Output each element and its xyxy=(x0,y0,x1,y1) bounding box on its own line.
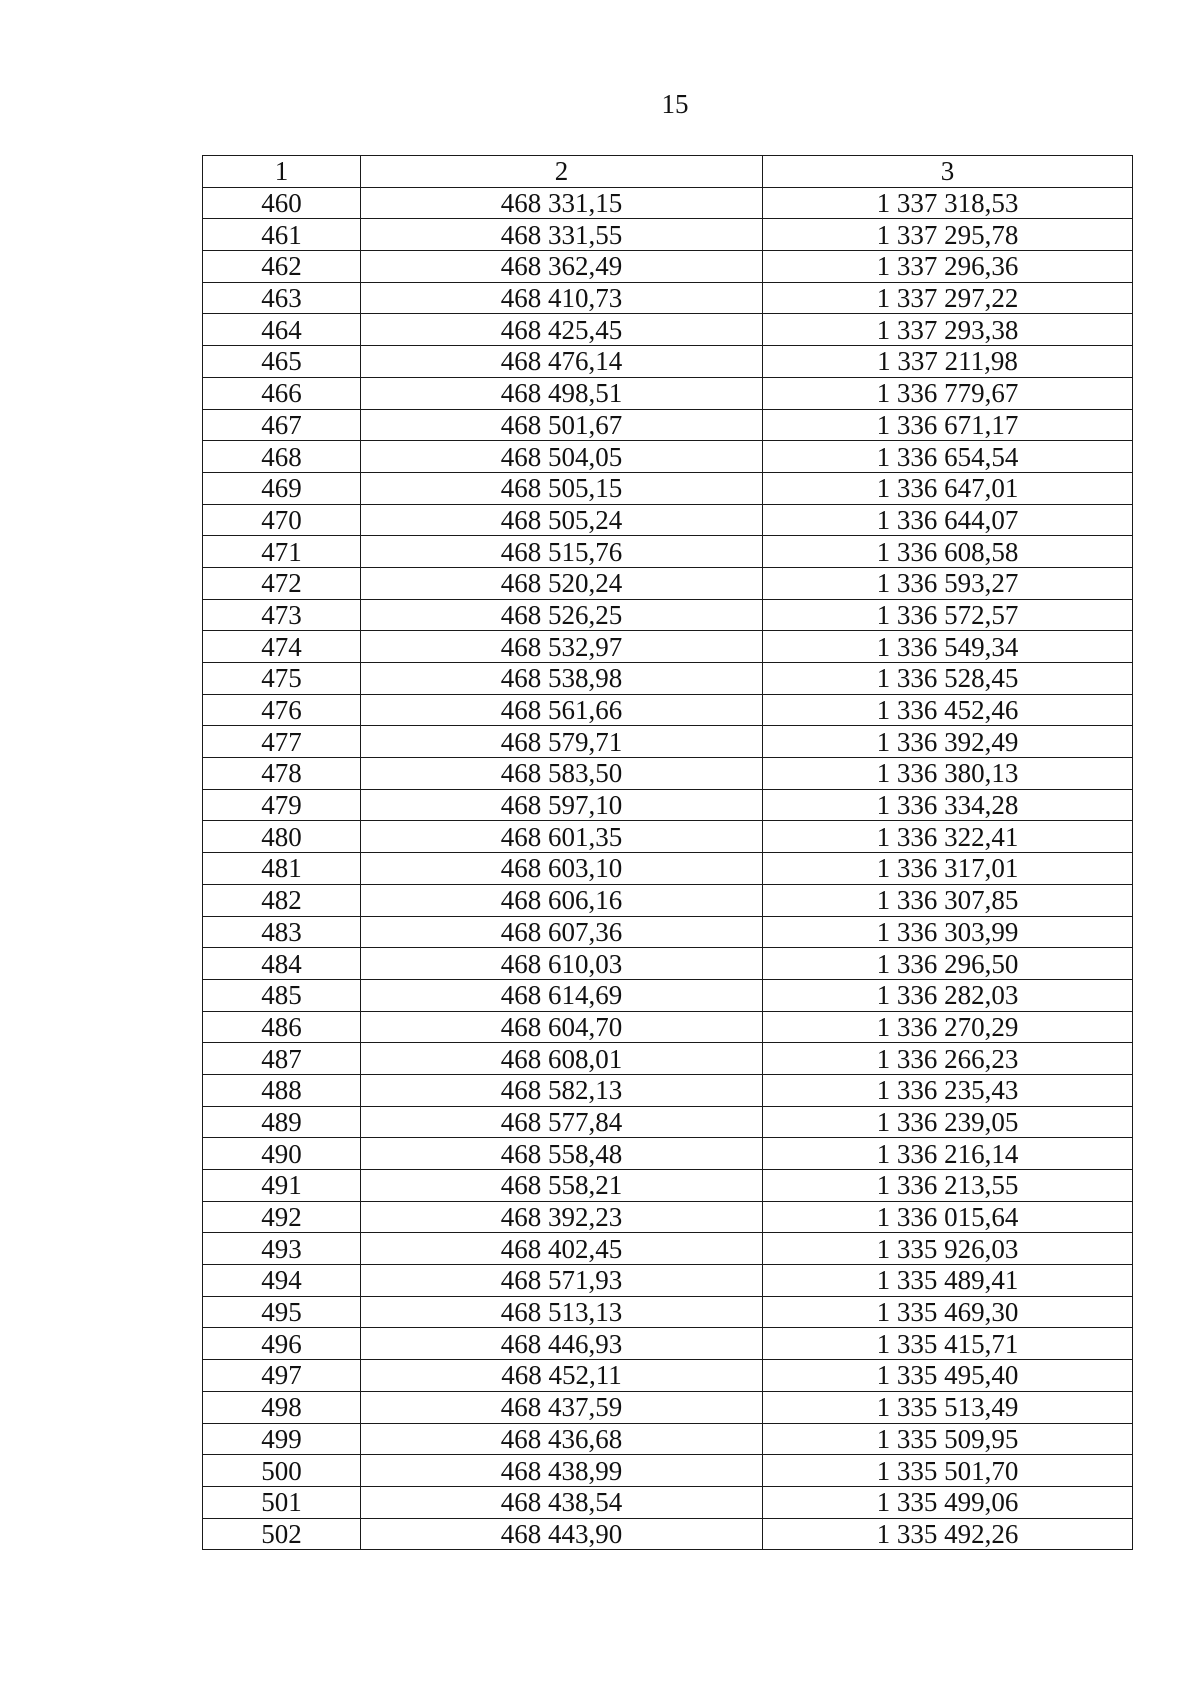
table-cell: 468 425,45 xyxy=(361,314,763,346)
table-cell: 468 331,55 xyxy=(361,219,763,251)
table-cell: 497 xyxy=(203,1360,361,1392)
table-row xyxy=(203,187,1133,219)
table-cell: 1 336 266,23 xyxy=(763,1043,1133,1075)
table-cell: 468 331,15 xyxy=(361,187,763,219)
table-cell: 1 336 239,05 xyxy=(763,1106,1133,1138)
table-cell: 469 xyxy=(203,472,361,504)
table-cell: 1 335 495,40 xyxy=(763,1360,1133,1392)
table-row xyxy=(203,1423,1133,1455)
table-cell: 1 336 647,01 xyxy=(763,472,1133,504)
table-row xyxy=(203,1391,1133,1423)
table-cell: 468 452,11 xyxy=(361,1360,763,1392)
table-cell: 468 410,73 xyxy=(361,282,763,314)
table-cell: 468 520,24 xyxy=(361,567,763,599)
table-row xyxy=(203,821,1133,853)
table-cell: 461 xyxy=(203,219,361,251)
table-cell: 1 336 572,57 xyxy=(763,599,1133,631)
table-cell: 468 498,51 xyxy=(361,377,763,409)
table-row xyxy=(203,663,1133,695)
table-cell: 1 336 392,49 xyxy=(763,726,1133,758)
table-cell: 500 xyxy=(203,1455,361,1487)
table-row xyxy=(203,1296,1133,1328)
table-row xyxy=(203,1106,1133,1138)
header-cell: 2 xyxy=(361,156,763,188)
table-cell: 477 xyxy=(203,726,361,758)
table-cell: 468 597,10 xyxy=(361,789,763,821)
table-row xyxy=(203,567,1133,599)
table-cell: 468 610,03 xyxy=(361,948,763,980)
table-header-row xyxy=(203,156,1133,188)
table-row xyxy=(203,1360,1133,1392)
table-cell: 1 336 380,13 xyxy=(763,758,1133,790)
table-cell: 494 xyxy=(203,1265,361,1297)
table-row xyxy=(203,916,1133,948)
table-cell: 468 607,36 xyxy=(361,916,763,948)
table-row xyxy=(203,1486,1133,1518)
table-cell: 1 335 509,95 xyxy=(763,1423,1133,1455)
table-row xyxy=(203,251,1133,283)
table-row xyxy=(203,979,1133,1011)
table-cell: 1 336 671,17 xyxy=(763,409,1133,441)
table-cell: 468 608,01 xyxy=(361,1043,763,1075)
table-cell: 501 xyxy=(203,1486,361,1518)
table-cell: 468 437,59 xyxy=(361,1391,763,1423)
table-cell: 1 337 293,38 xyxy=(763,314,1133,346)
table-row xyxy=(203,694,1133,726)
table-cell: 498 xyxy=(203,1391,361,1423)
header-cell: 3 xyxy=(763,156,1133,188)
table-cell: 468 532,97 xyxy=(361,631,763,663)
table-cell: 1 336 334,28 xyxy=(763,789,1133,821)
table-row xyxy=(203,219,1133,251)
table-cell: 480 xyxy=(203,821,361,853)
table-cell: 468 582,13 xyxy=(361,1074,763,1106)
table-cell: 463 xyxy=(203,282,361,314)
table-row xyxy=(203,726,1133,758)
table-cell: 1 335 499,06 xyxy=(763,1486,1133,1518)
table-cell: 1 336 213,55 xyxy=(763,1170,1133,1202)
table-cell: 475 xyxy=(203,663,361,695)
table-row xyxy=(203,1074,1133,1106)
table-row xyxy=(203,758,1133,790)
table-cell: 1 335 501,70 xyxy=(763,1455,1133,1487)
table-row xyxy=(203,536,1133,568)
table-cell: 1 336 528,45 xyxy=(763,663,1133,695)
table-cell: 1 336 317,01 xyxy=(763,853,1133,885)
table-cell: 1 335 513,49 xyxy=(763,1391,1133,1423)
table-cell: 464 xyxy=(203,314,361,346)
table-row xyxy=(203,377,1133,409)
table-cell: 1 337 297,22 xyxy=(763,282,1133,314)
table-cell: 468 571,93 xyxy=(361,1265,763,1297)
table-cell: 1 335 415,71 xyxy=(763,1328,1133,1360)
table-cell: 468 538,98 xyxy=(361,663,763,695)
table-cell: 468 606,16 xyxy=(361,884,763,916)
table-cell: 468 443,90 xyxy=(361,1518,763,1550)
table-cell: 468 603,10 xyxy=(361,853,763,885)
table-cell: 468 526,25 xyxy=(361,599,763,631)
table-row xyxy=(203,1170,1133,1202)
table-cell: 468 xyxy=(203,441,361,473)
table-cell: 468 501,67 xyxy=(361,409,763,441)
table-cell: 1 335 489,41 xyxy=(763,1265,1133,1297)
table-cell: 1 336 452,46 xyxy=(763,694,1133,726)
table-row xyxy=(203,282,1133,314)
table-row xyxy=(203,472,1133,504)
table-cell: 468 577,84 xyxy=(361,1106,763,1138)
table-cell: 1 337 211,98 xyxy=(763,346,1133,378)
table-cell: 496 xyxy=(203,1328,361,1360)
table-cell: 1 336 015,64 xyxy=(763,1201,1133,1233)
header-cell: 1 xyxy=(203,156,361,188)
table-cell: 1 336 644,07 xyxy=(763,504,1133,536)
table-cell: 488 xyxy=(203,1074,361,1106)
table-cell: 472 xyxy=(203,567,361,599)
table-cell: 473 xyxy=(203,599,361,631)
table-cell: 478 xyxy=(203,758,361,790)
table-cell: 486 xyxy=(203,1011,361,1043)
table-cell: 468 579,71 xyxy=(361,726,763,758)
table-cell: 484 xyxy=(203,948,361,980)
table-cell: 1 336 296,50 xyxy=(763,948,1133,980)
table-cell: 468 402,45 xyxy=(361,1233,763,1265)
table-row xyxy=(203,948,1133,980)
table-cell: 468 558,21 xyxy=(361,1170,763,1202)
table-row xyxy=(203,599,1133,631)
table-cell: 1 336 593,27 xyxy=(763,567,1133,599)
table-cell: 1 336 779,67 xyxy=(763,377,1133,409)
table-cell: 1 336 282,03 xyxy=(763,979,1133,1011)
table-cell: 468 604,70 xyxy=(361,1011,763,1043)
table-cell: 492 xyxy=(203,1201,361,1233)
table-cell: 1 336 307,85 xyxy=(763,884,1133,916)
table-cell: 482 xyxy=(203,884,361,916)
table-cell: 481 xyxy=(203,853,361,885)
table-cell: 483 xyxy=(203,916,361,948)
coordinates-table xyxy=(202,155,1133,1550)
table-cell: 493 xyxy=(203,1233,361,1265)
table-cell: 1 336 608,58 xyxy=(763,536,1133,568)
table-cell: 474 xyxy=(203,631,361,663)
table-row xyxy=(203,1201,1133,1233)
table-row xyxy=(203,1138,1133,1170)
table-cell: 495 xyxy=(203,1296,361,1328)
table-row xyxy=(203,884,1133,916)
table-row xyxy=(203,409,1133,441)
table-cell: 491 xyxy=(203,1170,361,1202)
table-cell: 460 xyxy=(203,187,361,219)
table-cell: 489 xyxy=(203,1106,361,1138)
table-cell: 468 438,99 xyxy=(361,1455,763,1487)
table-row xyxy=(203,1455,1133,1487)
table-cell: 490 xyxy=(203,1138,361,1170)
table-cell: 1 336 270,29 xyxy=(763,1011,1133,1043)
table-cell: 476 xyxy=(203,694,361,726)
table-row xyxy=(203,441,1133,473)
table-cell: 462 xyxy=(203,251,361,283)
table-body xyxy=(203,156,1133,1550)
table-cell: 468 504,05 xyxy=(361,441,763,473)
table-cell: 468 438,54 xyxy=(361,1486,763,1518)
table-cell: 468 515,76 xyxy=(361,536,763,568)
table-row xyxy=(203,1265,1133,1297)
table-cell: 1 336 654,54 xyxy=(763,441,1133,473)
table-cell: 468 446,93 xyxy=(361,1328,763,1360)
table-cell: 485 xyxy=(203,979,361,1011)
table-row xyxy=(203,1233,1133,1265)
table-cell: 1 336 322,41 xyxy=(763,821,1133,853)
table-row xyxy=(203,346,1133,378)
table-cell: 468 583,50 xyxy=(361,758,763,790)
table-row xyxy=(203,1011,1133,1043)
table-row xyxy=(203,1043,1133,1075)
table-cell: 1 336 303,99 xyxy=(763,916,1133,948)
table-cell: 468 558,48 xyxy=(361,1138,763,1170)
table-cell: 1 337 296,36 xyxy=(763,251,1133,283)
table-cell: 471 xyxy=(203,536,361,568)
table-row xyxy=(203,789,1133,821)
table-cell: 465 xyxy=(203,346,361,378)
table-cell: 1 335 926,03 xyxy=(763,1233,1133,1265)
table-row xyxy=(203,853,1133,885)
table-row xyxy=(203,1328,1133,1360)
table-cell: 468 392,23 xyxy=(361,1201,763,1233)
table-cell: 468 513,13 xyxy=(361,1296,763,1328)
table-cell: 468 601,35 xyxy=(361,821,763,853)
table-cell: 468 614,69 xyxy=(361,979,763,1011)
table-cell: 1 336 216,14 xyxy=(763,1138,1133,1170)
table-cell: 468 362,49 xyxy=(361,251,763,283)
table-cell: 467 xyxy=(203,409,361,441)
table-cell: 470 xyxy=(203,504,361,536)
table-cell: 1 335 469,30 xyxy=(763,1296,1133,1328)
table-cell: 1 337 295,78 xyxy=(763,219,1133,251)
table-cell: 1 336 235,43 xyxy=(763,1074,1133,1106)
table-row xyxy=(203,1518,1133,1550)
table-cell: 499 xyxy=(203,1423,361,1455)
table-cell: 479 xyxy=(203,789,361,821)
page-number: 15 xyxy=(661,89,689,119)
table-cell: 468 476,14 xyxy=(361,346,763,378)
table-row xyxy=(203,504,1133,536)
table-cell: 1 335 492,26 xyxy=(763,1518,1133,1550)
table-row xyxy=(203,631,1133,663)
table-row xyxy=(203,314,1133,346)
table-cell: 468 436,68 xyxy=(361,1423,763,1455)
table-cell: 466 xyxy=(203,377,361,409)
table-cell: 487 xyxy=(203,1043,361,1075)
table-cell: 1 336 549,34 xyxy=(763,631,1133,663)
table-cell: 502 xyxy=(203,1518,361,1550)
table-cell: 1 337 318,53 xyxy=(763,187,1133,219)
table-cell: 468 505,15 xyxy=(361,472,763,504)
table-cell: 468 505,24 xyxy=(361,504,763,536)
table-cell: 468 561,66 xyxy=(361,694,763,726)
